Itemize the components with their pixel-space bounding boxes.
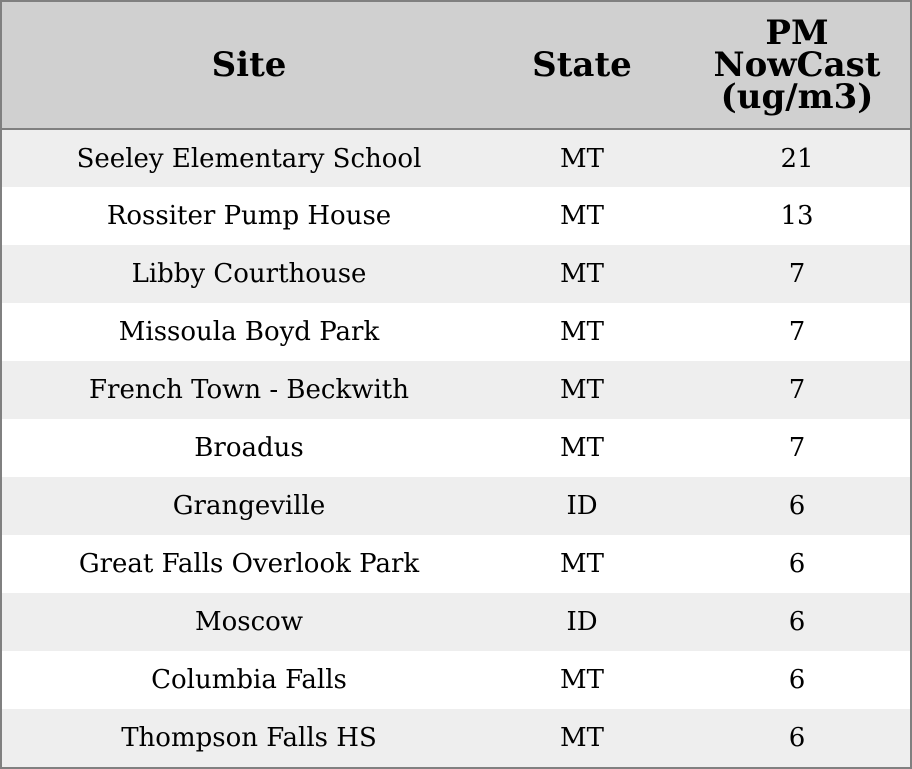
cell-site: Missoula Boyd Park: [118, 317, 380, 347]
table-row: [2, 303, 910, 361]
cell-site: Libby Courthouse: [131, 259, 367, 289]
cell-pm-nowcast: 13: [780, 201, 814, 231]
cell-pm-nowcast: 6: [788, 549, 806, 579]
table-row: [2, 419, 910, 477]
cell-pm-nowcast: 7: [788, 317, 806, 347]
table-row: [2, 593, 910, 651]
cell-state: MT: [560, 433, 604, 463]
header-row: [2, 2, 910, 129]
header-site: Site: [2, 2, 496, 129]
cell-site: French Town - Beckwith: [88, 375, 410, 405]
cell-site: Seeley Elementary School: [76, 143, 422, 174]
cell-state: MT: [560, 375, 604, 405]
header-pm-line-2: NowCast: [713, 45, 881, 85]
cell-site: Rossiter Pump House: [106, 201, 392, 231]
cell-state: MT: [560, 665, 604, 695]
table-row: [2, 477, 910, 535]
table-row: [2, 129, 910, 187]
cell-site: Grangeville: [172, 491, 326, 521]
cell-state: MT: [560, 201, 604, 231]
header-pm-nowcast: [668, 2, 910, 129]
cell-state: ID: [566, 491, 598, 521]
table-row: [2, 245, 910, 303]
cell-pm-nowcast: 7: [788, 259, 806, 289]
cell-state: MT: [560, 723, 604, 753]
pm-nowcast-table: [2, 2, 910, 767]
cell-pm-nowcast: 6: [788, 665, 806, 695]
cell-site: Moscow: [194, 607, 304, 637]
header-pm-line-3: (ug/m3): [720, 77, 874, 117]
cell-state: MT: [560, 317, 604, 347]
header-state: State: [496, 2, 668, 129]
cell-state: MT: [560, 143, 604, 174]
cell-site: Broadus: [194, 433, 304, 463]
header-pm-line-1: PM: [765, 13, 829, 53]
cell-site: Columbia Falls: [151, 665, 347, 695]
cell-pm-nowcast: 6: [788, 491, 806, 521]
table-row: [2, 651, 910, 709]
cell-pm-nowcast: 7: [788, 433, 806, 463]
cell-pm-nowcast: 7: [788, 375, 806, 405]
table-body: [2, 129, 910, 767]
table-row: [2, 187, 910, 245]
cell-pm-nowcast: 6: [788, 723, 806, 753]
table-row: [2, 361, 910, 419]
cell-state: MT: [560, 549, 604, 579]
cell-site: Great Falls Overlook Park: [78, 549, 420, 579]
table-row: [2, 535, 910, 593]
cell-state: MT: [560, 259, 604, 289]
cell-pm-nowcast: 21: [780, 143, 814, 174]
cell-pm-nowcast: 6: [788, 607, 806, 637]
cell-state: ID: [566, 607, 598, 637]
table-row: [2, 709, 910, 767]
table-header: [2, 2, 910, 129]
cell-site: Thompson Falls HS: [121, 723, 377, 753]
